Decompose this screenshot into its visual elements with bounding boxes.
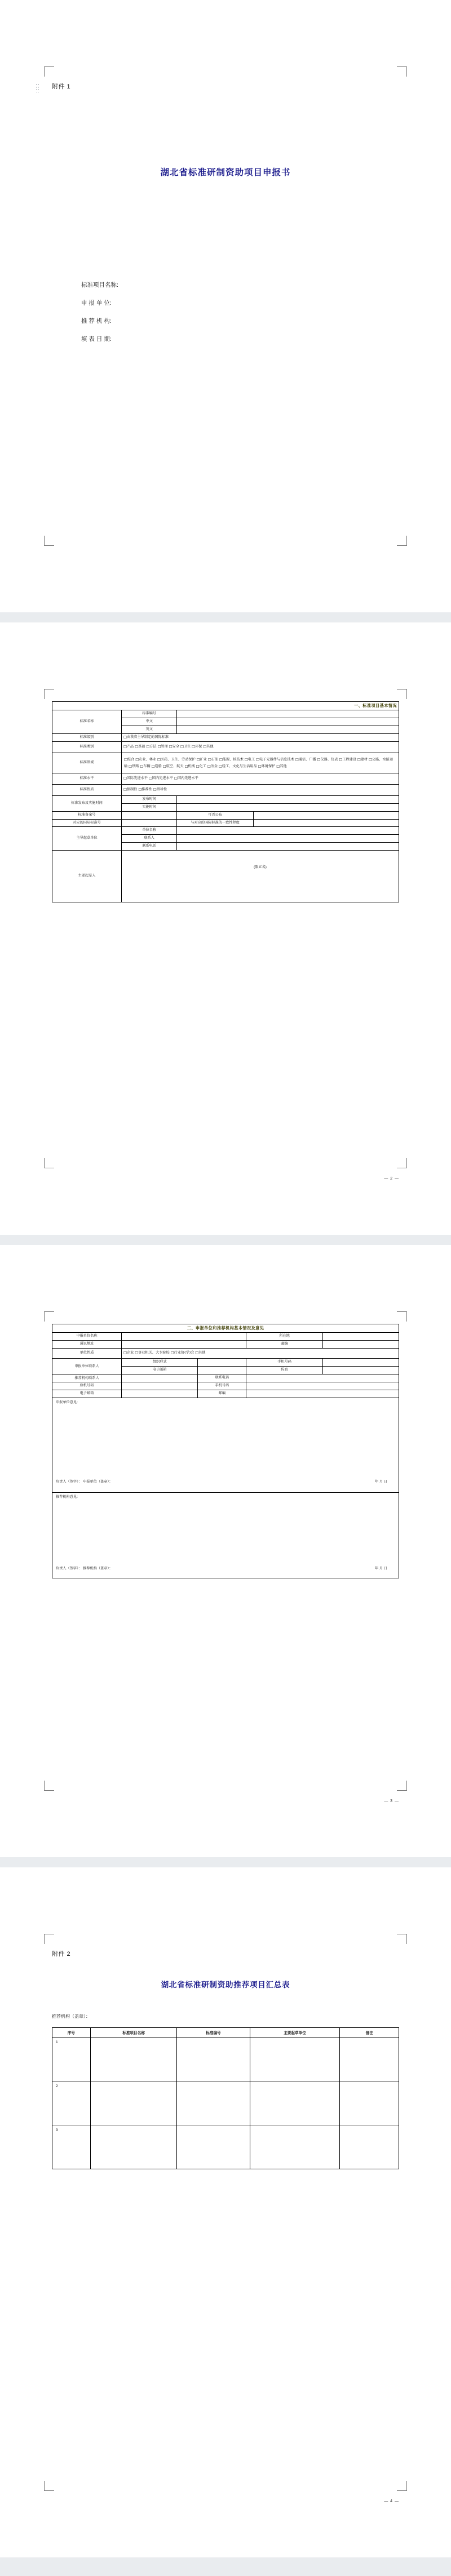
page-2 <box>0 622 451 1235</box>
table-row-mail-address <box>52 1341 399 1349</box>
cell-intl-consistency-label: 与对应的国际标准的一致性程度 <box>177 820 253 827</box>
cell-applicant-contact-label: 申报单位联系人 <box>52 1359 122 1374</box>
field-applicant-unit <box>81 299 399 307</box>
cell-note[interactable] <box>340 2125 399 2169</box>
cell-unit-type-options[interactable]: □企业 □事业机关、大专院校 □行业协(学)会 □其他 <box>122 1349 399 1359</box>
cell-lead-unit-name-value[interactable] <box>177 827 399 835</box>
cell-lead-unit-phone-label: 联系电话 <box>122 843 177 851</box>
page-number: — 2 — <box>384 1177 399 1181</box>
cell-standard-type-options[interactable]: □产品 □基础 □方法 □管理 □安全 □卫生 □环保 □其他 <box>122 742 399 753</box>
cell-unit[interactable] <box>250 2125 340 2169</box>
field-fill-date <box>81 335 399 343</box>
table-row <box>52 2081 399 2125</box>
field-applicant-unit-label: 申 报 单 位: <box>81 300 112 306</box>
cell-recommender-mobile-label: 手机号码 <box>198 1382 246 1390</box>
crop-mark-bottom-right <box>397 2481 407 2491</box>
cell-recommender-email-value[interactable] <box>122 1390 198 1398</box>
cell-recommender-phone-value[interactable] <box>246 1374 399 1382</box>
cell-unit-type-label: 单位性质 <box>52 1349 122 1359</box>
applicant-and-recommender-table <box>52 1324 399 1578</box>
cell-recommender-postcode-value[interactable] <box>246 1390 399 1398</box>
cell-filing-label: 标准备案号 <box>52 812 122 820</box>
cell-unit-name-value[interactable] <box>122 1333 246 1341</box>
table-row-recommender-email <box>52 1390 399 1398</box>
table-row-intl-standard <box>52 820 399 827</box>
table-row-standard-field <box>52 753 399 773</box>
cell-standard-property-options[interactable]: □强制性 □推荐性 □指导性 <box>122 785 399 796</box>
section-title: 二、申报单位和推荐机构基本情况及意见 <box>52 1324 399 1333</box>
cell-recommender-postcode-label: 邮编 <box>198 1390 246 1398</box>
cell-email-label: 电子邮箱 <box>122 1367 198 1374</box>
field-recommending-org <box>81 317 399 325</box>
table-row-lead-unit-name <box>52 827 399 835</box>
cell-name[interactable] <box>90 2125 177 2169</box>
cell-chinese-label: 中文 <box>122 718 177 726</box>
crop-mark-bottom-left <box>44 1158 54 1168</box>
col-header-code: 标准编号 <box>177 2028 250 2037</box>
standard-basic-info-table <box>52 701 399 902</box>
cell-email-value[interactable] <box>198 1367 246 1374</box>
recommender-opinion-date: 年 月 日 <box>374 1567 387 1571</box>
table-header-row <box>52 2028 399 2037</box>
field-standard-project-name-label: 标准项目名称: <box>81 282 118 288</box>
cell-note[interactable] <box>340 2037 399 2081</box>
page-title: 湖北省标准研制资助推荐项目汇总表 <box>161 1981 290 1989</box>
cell-main-drafters-value[interactable]: (限五名) <box>122 851 399 902</box>
table-row-standard-type <box>52 742 399 753</box>
section-title: 一、标准项目基本情况 <box>52 702 399 710</box>
cell-unit[interactable] <box>250 2037 340 2081</box>
cell-recommender-email-label: 电子邮箱 <box>52 1390 122 1398</box>
cell-unit-name-label: 申报单位名称 <box>52 1333 122 1341</box>
cell-mail-address-value[interactable] <box>122 1341 246 1349</box>
col-header-index: 序号 <box>52 2028 91 2037</box>
cell-recommender-opinion[interactable] <box>52 1493 399 1578</box>
crop-mark-bottom-right <box>397 536 407 546</box>
cell-code[interactable] <box>177 2081 250 2125</box>
table-row-filing-number <box>52 812 399 820</box>
cell-org-role-label: 组织形式 <box>122 1359 198 1367</box>
cell-index: 2 <box>52 2081 91 2125</box>
cell-lead-unit-contact-value[interactable] <box>177 835 399 843</box>
page-title: 湖北省标准研制资助项目申报书 <box>160 168 291 177</box>
cell-standard-water-label: 标准水平 <box>52 773 122 785</box>
cell-intl-standard-value[interactable] <box>122 820 177 827</box>
page-number: — 4 — <box>384 2499 399 2503</box>
cell-public-label: 可否公布 <box>177 812 253 820</box>
cell-publish-time-label: 发布时间 <box>122 796 177 804</box>
table-row-standard-property <box>52 785 399 796</box>
attachment-label: 附件 2 <box>52 1951 71 1957</box>
col-header-unit: 主要起草单位 <box>250 2028 340 2037</box>
field-standard-project-name <box>81 281 399 289</box>
cell-lead-unit-phone-value[interactable] <box>177 843 399 851</box>
cell-recommender-contact-value[interactable] <box>122 1374 198 1382</box>
cell-main-drafters-label: 主要起草人 <box>52 851 122 902</box>
page-3 <box>0 1245 451 1857</box>
cell-intl-standard-label: 对应的国际标准号 <box>52 820 122 827</box>
cell-mobile-value[interactable] <box>322 1359 399 1367</box>
cell-applicant-opinion[interactable] <box>52 1398 399 1493</box>
cell-intl-consistency-value[interactable] <box>253 820 399 827</box>
col-header-name: 标准项目名称 <box>90 2028 177 2037</box>
table-row-standard-level <box>52 734 399 742</box>
cell-office-phone-value[interactable] <box>122 1382 198 1390</box>
attachment-label: 附件 1 <box>52 83 71 90</box>
cell-mobile-label: 手机号码 <box>246 1359 322 1367</box>
cell-lead-unit-name-label: 单位名称 <box>122 827 177 835</box>
table-row-unit-type <box>52 1349 399 1359</box>
table-row-unit-name <box>52 1333 399 1341</box>
cell-standard-level-label: 标准级别 <box>52 734 122 742</box>
cell-filing-value[interactable] <box>122 812 177 820</box>
cell-fax-value[interactable] <box>322 1367 399 1374</box>
cell-publish-time-value[interactable] <box>177 796 399 804</box>
table-row-recommender-opinion <box>52 1493 399 1578</box>
cell-index: 1 <box>52 2037 91 2081</box>
crop-mark-bottom-right <box>397 1158 407 1168</box>
cell-location-value[interactable] <box>322 1333 399 1341</box>
cell-public-value[interactable] <box>253 812 399 820</box>
table-row-applicant-opinion <box>52 1398 399 1493</box>
page-gap-2 <box>0 1235 451 1245</box>
recommender-opinion-signature: 负责人（签字）： 推荐机构（盖章）： <box>56 1567 113 1571</box>
page-1 <box>0 0 451 612</box>
crop-mark-bottom-left <box>44 536 54 546</box>
field-recommending-org-label: 推 荐 机 构: <box>81 318 112 324</box>
cell-mail-address-label: 通讯地址 <box>52 1341 122 1349</box>
cell-fax-label: 传真 <box>246 1367 322 1374</box>
recommending-org-line: 推荐机构（盖章）： <box>52 2014 90 2019</box>
table-row-section-banner <box>52 702 399 710</box>
field-fill-date-label: 填 表 日 期: <box>81 336 112 342</box>
applicant-opinion-signature: 负责人（签字）： 申报单位（盖章）： <box>56 1480 113 1484</box>
cell-name[interactable] <box>90 2037 177 2081</box>
table-row-section-banner <box>52 1324 399 1333</box>
table-row <box>52 2125 399 2169</box>
cell-standard-code-label: 标准编号 <box>122 710 177 718</box>
table-row-standard-water-level <box>52 773 399 785</box>
cell-lead-unit-label: 主导起草单位 <box>52 827 122 851</box>
cell-english-value[interactable] <box>177 726 399 734</box>
cell-standard-water-options[interactable]: □国际先进水平 □国内先进水平 □国内先进水平 <box>122 773 399 785</box>
page-number: — 3 — <box>384 1799 399 1803</box>
cell-standard-field-label: 标准领域 <box>52 753 122 773</box>
cell-standard-property-label: 标准性质 <box>52 785 122 796</box>
cell-postcode-value[interactable] <box>322 1341 399 1349</box>
cell-name[interactable] <box>90 2081 177 2125</box>
applicant-opinion-date: 年 月 日 <box>374 1480 387 1484</box>
cell-location-label: 所在地 <box>246 1333 322 1341</box>
table-row-standard-code <box>52 710 399 718</box>
summary-table <box>52 2027 399 2169</box>
applicant-opinion-label: 申报单位意见: <box>56 1400 78 1405</box>
table-row <box>52 2037 399 2081</box>
cell-note[interactable] <box>340 2081 399 2125</box>
page-gap-3 <box>0 1857 451 1867</box>
col-header-note: 备注 <box>340 2028 399 2037</box>
page-4 <box>0 1867 451 2557</box>
cell-recommender-mobile-value[interactable] <box>246 1382 399 1390</box>
crop-mark-bottom-left <box>44 1781 54 1791</box>
cell-office-phone-label: 座机号码 <box>52 1382 122 1390</box>
cell-standard-level-options[interactable]: □由我省主导制定的国际标准 <box>122 734 399 742</box>
cell-postcode-label: 邮编 <box>246 1341 322 1349</box>
cell-recommender-phone-label: 联系电话 <box>198 1374 246 1382</box>
cell-code[interactable] <box>177 2125 250 2169</box>
cell-recommender-contact-label: 推荐机构联系人 <box>52 1374 122 1382</box>
cell-english-label: 英文 <box>122 726 177 734</box>
cell-index: 3 <box>52 2125 91 2169</box>
cell-standard-field-options[interactable]: □综合 □农业、林业 □医药、卫生、劳动保护 □矿业 □石油 □能源、核技术 □电工 □电子元器件与信息技术 □通信、广播 □仪器、仪表 □工程建设 □建材 □公路、水路运输 □铁路 □车辆 □造船 □航空、航天 □机械 □化工 □冶金 □轻工、文化与生活用品 □环境保护 □其他 <box>122 753 399 773</box>
cell-code[interactable] <box>177 2037 250 2081</box>
cell-org-role-value[interactable] <box>198 1359 246 1367</box>
table-row-publish-date <box>52 796 399 804</box>
cell-standard-name-label: 标准名称 <box>52 710 122 734</box>
cell-unit[interactable] <box>250 2081 340 2125</box>
crop-mark-bottom-left <box>44 2481 54 2491</box>
cell-implement-time-value[interactable] <box>177 804 399 812</box>
cell-lead-unit-contact-label: 联系人 <box>122 835 177 843</box>
cell-chinese-value[interactable] <box>177 718 399 726</box>
table-row-applicant-contact <box>52 1359 399 1367</box>
cell-publish-date-label: 标准发布及实施时间 <box>52 796 122 812</box>
table-row-recommender-contact <box>52 1374 399 1382</box>
crop-mark-bottom-right <box>397 1781 407 1791</box>
table-row-office-phone <box>52 1382 399 1390</box>
table-row-main-drafters <box>52 851 399 902</box>
recommender-opinion-label: 推荐机构意见: <box>56 1495 78 1500</box>
cell-standard-code-value[interactable] <box>177 710 399 718</box>
cell-implement-time-label: 实施时间 <box>122 804 177 812</box>
cover-field-list <box>81 281 399 343</box>
page-gap-1 <box>0 612 451 622</box>
cell-standard-type-label: 标准类别 <box>52 742 122 753</box>
